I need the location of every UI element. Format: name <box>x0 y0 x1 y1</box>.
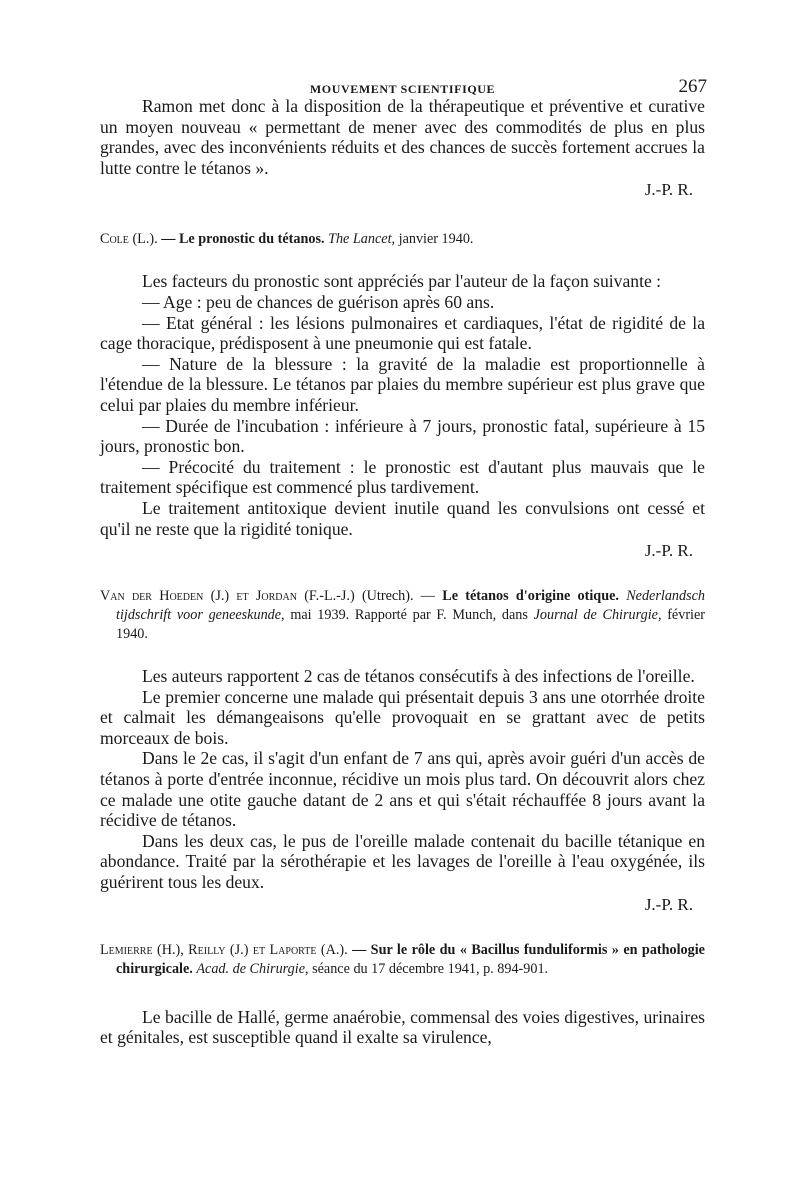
article-cole <box>100 230 705 561</box>
paragraph: Les auteurs rapportent 2 cas de tétanos consécutifs à des infections de l'oreille. <box>142 666 695 687</box>
article-lemierre <box>100 941 705 1048</box>
article-van-der-hoeden <box>100 587 705 915</box>
paragraph: — Précocité du traitement : le pronostic est d'autant plus mauvais que le traitement spécifique est commencé plus tardivement. <box>100 456 705 498</box>
reference-authors: Van der Hoeden (J.) et Jordan (F.-L.-J.) <box>100 588 355 605</box>
reference-authors: Cole (L.). <box>100 231 158 248</box>
reference-journal: Acad. de Chirurgie, <box>196 960 309 977</box>
reference-journal: Nederlandsch tijdschrift voor geneeskunde, <box>116 588 706 624</box>
author-signature: J.-P. R. <box>644 894 693 914</box>
paragraph: Le bacille de Hallé, germe anaérobie, commensal des voies digestives, urinaires et génitales, est susceptible quand il exalte sa virulence, <box>100 1006 705 1048</box>
paragraph: Dans les deux cas, le pus de l'oreille malade contenait du bacille tétanique en abondance. Traité par la sérothérapie et les lavages de l'oreille à l'eau oxygénée, ils guérirent tous les deux. <box>100 830 705 893</box>
author-signature: J.-P. R. <box>644 541 693 561</box>
paragraph: — Durée de l'incubation : inférieure à 7 jours, pronostic fatal, supérieure à 15 jours, pronostic bon. <box>100 415 705 457</box>
reference-title: Le tétanos d'origine otique. <box>442 588 619 605</box>
paragraph: Le premier concerne une malade qui présentait depuis 3 ans une otorrhée droite et calmait les démangeaisons qu'elle provoquait en se grattant avec de petits morceaux de bois. <box>100 686 705 748</box>
page-header <box>100 0 705 96</box>
reference-details: séance du 17 décembre 1941, p. 894-901. <box>312 960 549 977</box>
reference-details: janvier 1940. <box>398 231 474 248</box>
reference-title: — Sur le rôle du « Bacillus funduliformis » en pathologie chirurgicale. <box>116 941 705 977</box>
reference-authors: Lemierre (H.), Reilly (J.) et Laporte (A.). <box>100 941 348 958</box>
paragraph: Le traitement antitoxique devient inutile quand les convulsions ont cessé et qu'il ne reste que la rigidité tonique. <box>100 497 705 539</box>
reference-journal: Journal de Chirurgie, <box>533 607 662 624</box>
reference-details: (Utrech). — <box>361 588 435 605</box>
bibliographic-reference <box>100 230 705 249</box>
article-ramon-continuation <box>100 96 705 200</box>
bibliographic-reference <box>100 587 705 644</box>
paragraph: — Age : peu de chances de guérison après 60 ans. <box>142 291 495 312</box>
running-title: MOUVEMENT SCIENTIFIQUE <box>309 82 496 96</box>
paragraph: Ramon met donc à la disposition de la thérapeutique et préventive et curative un moyen nouveau « permettant de mener avec des commodités de plus en plus grandes, avec des inconvénients réduits et des chances de succès fortement accrues la lutte contre le tétanos ». <box>100 96 705 178</box>
author-signature: J.-P. R. <box>644 180 693 200</box>
page-number: 267 <box>678 76 707 97</box>
paragraph: Les facteurs du pronostic sont appréciés par l'auteur de la façon suivante : <box>142 271 662 292</box>
reference-details: février 1940. <box>116 607 706 643</box>
paragraph: — Nature de la blessure : la gravité de la maladie est proportionnelle à l'étendue de la blessure. Le tétanos par plaies du membre supérieur est plus grave que celui par plaies du membre inférieur. <box>100 353 705 415</box>
paragraph: — Etat général : les lésions pulmonaires et cardiaques, l'état de rigidité de la cage thoracique, prédisposent à une pneumonie qui est fatale. <box>100 312 705 354</box>
paragraph: Dans le 2e cas, il s'agit d'un enfant de 7 ans qui, après avoir guéri d'un accès de tétanos à porte d'entrée inconnue, récidive un mois plus tard. On découvrit alors chez ce malade une otite gauche datant de 2 ans et qui s'était réchauffée 8 jours avant la récidive de tétanos. <box>100 748 705 831</box>
bibliographic-reference <box>100 941 705 979</box>
reference-details: mai 1939. Rapporté par F. Munch, dans <box>290 607 528 624</box>
reference-title: — Le pronostic du tétanos. <box>161 231 325 248</box>
reference-journal: The Lancet, <box>328 231 396 248</box>
